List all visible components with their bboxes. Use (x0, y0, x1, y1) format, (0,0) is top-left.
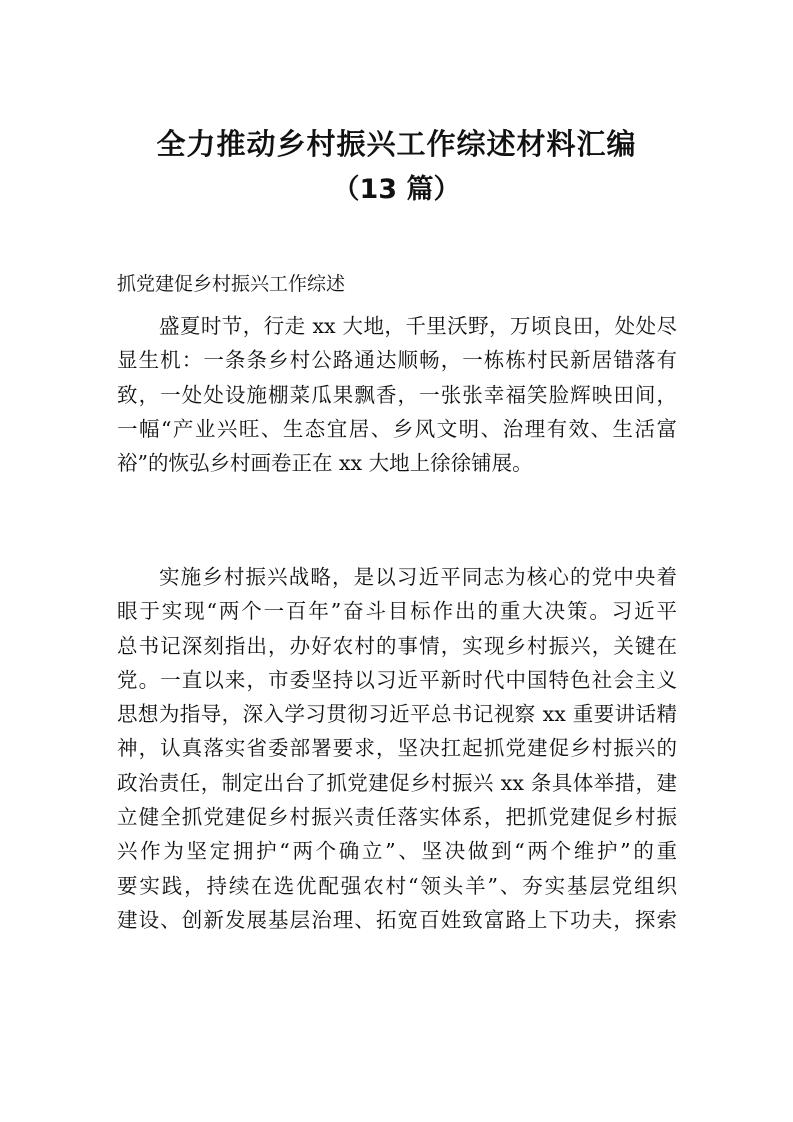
paragraph-line: 眼于实现“两个一百年”奋斗目标作出的重大决策。习近平 (117, 599, 677, 624)
paragraph-2 (117, 560, 677, 937)
paragraph-line: 裕”的恢弘乡村画卷正在 xx 大地上徐徐铺展。 (117, 451, 533, 476)
paragraph-line: 一幅“产业兴旺、生态宜居、乡风文明、治理有效、生活富 (117, 416, 677, 441)
paragraph-line: 兴作为坚定拥护“两个确立”、坚决做到“两个维护”的重 (117, 839, 677, 864)
paragraph-line: 党。一直以来，市委坚持以习近平新时代中国特色社会主义 (117, 667, 677, 692)
paragraph-line: 建设、创新发展基层治理、拓宽百姓致富路上下功夫，探索 (117, 907, 677, 932)
paragraph-line: 致，一处处设施棚菜瓜果飘香，一张张幸福笑脸辉映田间， (117, 382, 677, 407)
paragraph-line: 政治责任，制定出台了抓党建促乡村振兴 xx 条具体举措，建 (117, 770, 677, 795)
paragraph-line: 立健全抓党建促乡村振兴责任落实体系，把抓党建促乡村振 (117, 805, 677, 830)
section-heading: 抓党建促乡村振兴工作综述 (117, 273, 346, 295)
paragraph-line: 思想为指导，深入学习贯彻习近平总书记视察 xx 重要讲话精 (117, 702, 677, 727)
document-subtitle: （13 篇） (332, 174, 461, 205)
paragraph-line: 要实践，持续在选优配强农村“领头羊”、夯实基层党组织 (117, 873, 677, 898)
paragraph-line: 神，认真落实省委部署要求，坚决扛起抓党建促乡村振兴的 (117, 736, 677, 761)
paragraph-line: 盛夏时节，行走 xx 大地，千里沃野，万顷良田，处处尽 (159, 314, 677, 338)
paragraph-line: 实施乡村振兴战略，是以习近平同志为核心的党中央着 (159, 565, 677, 589)
paragraph-1 (117, 309, 677, 480)
paragraph-line: 显生机：一条条乡村公路通达顺畅，一栋栋村民新居错落有 (117, 348, 677, 373)
paragraph-line: 总书记深刻指出，办好农村的事情，实现乡村振兴，关键在 (117, 633, 677, 658)
document-title: 全力推动乡村振兴工作综述材料汇编 (156, 127, 637, 161)
